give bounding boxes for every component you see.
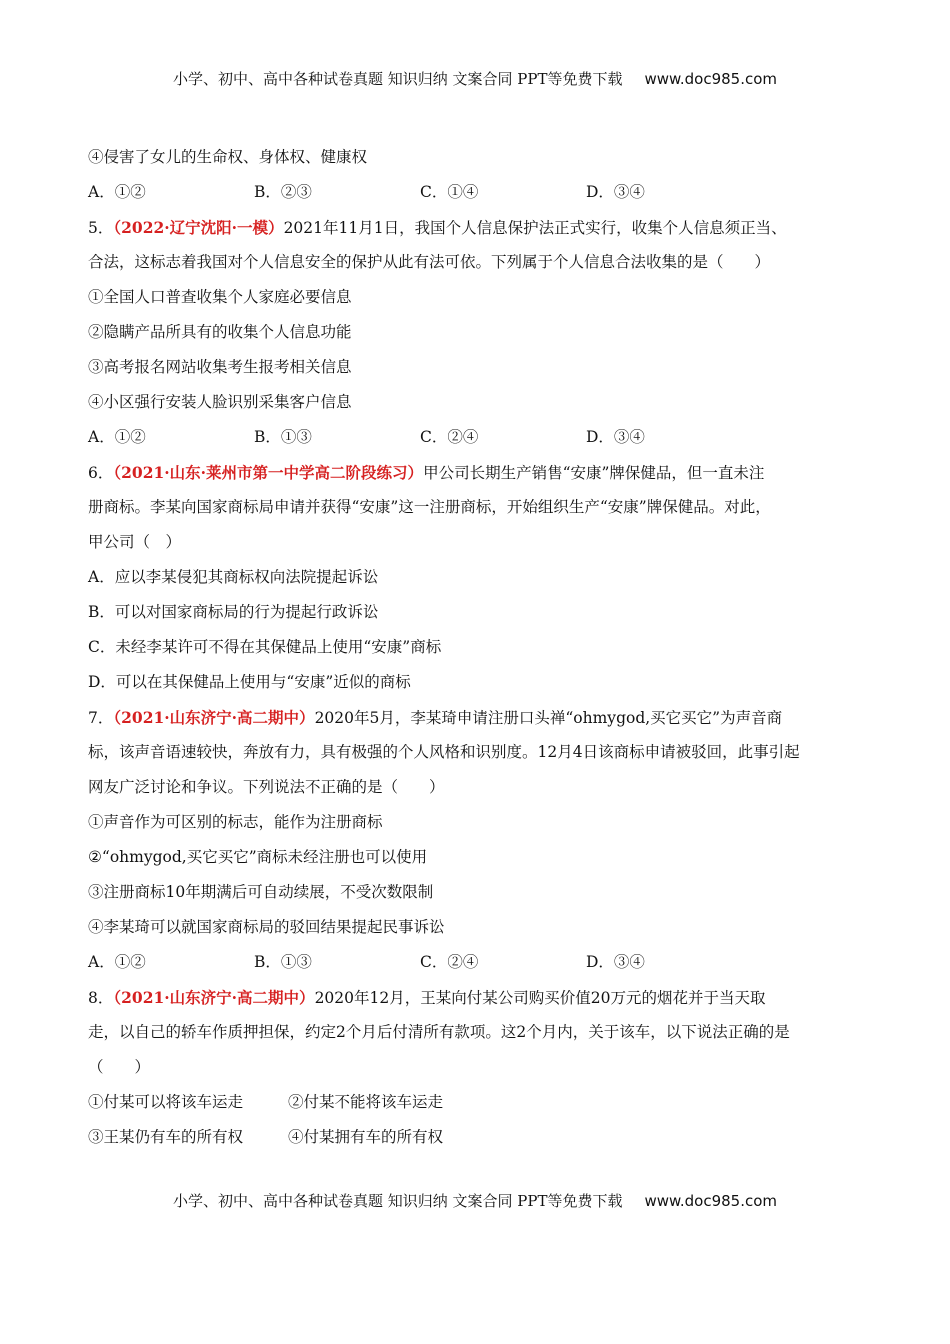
q5-stem-line-1 (88, 210, 860, 245)
q6-choice-a: A．应以李某侵犯其商标权向法院提起诉讼 (88, 568, 379, 586)
header-site: www.doc985.com (644, 70, 778, 88)
q8-statement-4: ④付某拥有车的所有权 (288, 1128, 444, 1146)
q7-option-a: A．①② (88, 953, 146, 971)
q5-statement-1: ①全国人口普查收集个人家庭必要信息 (88, 288, 352, 306)
q8-source: （2021·山东济宁·高二期中） (113, 988, 315, 1007)
footer-text: 小学、初中、高中各种试卷真题 知识归纳 文案合同 PPT等免费下载 (172, 1192, 623, 1210)
q7-statement-2: ②“ohmygod,买它买它”商标未经注册也可以使用 (88, 848, 428, 866)
q7-option-b: B．①③ (254, 953, 312, 971)
q5-number: 5． (88, 219, 114, 237)
q5-option-b: B．①③ (254, 428, 312, 446)
q5-statement-3: ③高考报名网站收集考生报考相关信息 (88, 358, 352, 376)
footer-site: www.doc985.com (644, 1192, 778, 1210)
q4-option-d: D．③④ (586, 183, 645, 201)
q8-stem-1: 2020年12月，王某向付某公司购买价值20万元的烟花并于当天取 (314, 989, 766, 1007)
q6-stem-line-1 (88, 455, 860, 490)
q8-stem-line-3: （ ） (88, 1058, 151, 1076)
q6-choice-c: C．未经李某许可不得在其保健品上使用“安康”商标 (88, 638, 442, 656)
q7-statement-3: ③注册商标10年期满后可自动续展，不受次数限制 (88, 883, 434, 901)
q4-option-b: B．②③ (254, 183, 312, 201)
q7-option-c: C．②④ (420, 953, 479, 971)
q6-number: 6． (88, 464, 114, 482)
q8-number: 8． (88, 989, 114, 1007)
q6-choice-d: D．可以在其保健品上使用与“安康”近似的商标 (88, 673, 411, 691)
q5-statement-4: ④小区强行安装人脸识别采集客户信息 (88, 393, 352, 411)
q6-stem-line-2: 册商标。李某向国家商标局申请并获得“安康”这一注册商标，开始组织生产“安康”牌保健品。对此， (88, 498, 771, 516)
q8-statement-2: ②付某不能将该车运走 (288, 1093, 444, 1111)
q7-stem-line-1 (88, 700, 860, 735)
document-body (88, 140, 860, 1155)
q5-statement-2: ②隐瞒产品所具有的收集个人信息功能 (88, 323, 352, 341)
q4-option-c: C．①④ (420, 183, 479, 201)
q8-stem-line-2: 走，以自己的轿车作质押担保，约定2个月后付清所有款项。这2个月内，关于该车，以下说法正确的是 (88, 1023, 790, 1041)
q7-statement-4: ④李某琦可以就国家商标局的驳回结果提起民事诉讼 (88, 918, 445, 936)
q5-source: （2022·辽宁沈阳·一模） (113, 218, 284, 237)
page-footer (0, 1190, 950, 1211)
q8-statement-3: ③王某仍有车的所有权 (88, 1128, 244, 1146)
q5-stem-1: 2021年11月1日，我国个人信息保护法正式实行，收集个人信息须正当、 (283, 219, 787, 237)
q4-statement-4: ④侵害了女儿的生命权、身体权、健康权 (88, 148, 368, 166)
q8-statements-row-1 (88, 1085, 860, 1120)
q8-stem-line-1 (88, 980, 860, 1015)
q5-stem-line-2: 合法，这标志着我国对个人信息安全的保护从此有法可依。下列属于个人信息合法收集的是（ ） (88, 253, 771, 271)
q5-option-a: A．①② (88, 428, 146, 446)
q4-options (88, 175, 860, 210)
q6-source: （2021·山东·莱州市第一中学高二阶段练习） (113, 463, 424, 482)
q5-option-d: D．③④ (586, 428, 645, 446)
q7-options (88, 945, 860, 980)
q7-number: 7． (88, 709, 114, 727)
q6-choice-b: B．可以对国家商标局的行为提起行政诉讼 (88, 603, 379, 621)
q7-stem-line-3: 网友广泛讨论和争议。下列说法不正确的是（ ） (88, 778, 445, 796)
q8-statement-1: ①付某可以将该车运走 (88, 1093, 244, 1111)
q6-stem-1: 甲公司长期生产销售“安康”牌保健品，但一直未注 (423, 464, 765, 482)
page-header (0, 68, 950, 89)
q7-statement-1: ①声音作为可区别的标志，能作为注册商标 (88, 813, 383, 831)
q7-source: （2021·山东济宁·高二期中） (113, 708, 315, 727)
q5-option-c: C．②④ (420, 428, 479, 446)
q5-options (88, 420, 860, 455)
header-text: 小学、初中、高中各种试卷真题 知识归纳 文案合同 PPT等免费下载 (172, 70, 623, 88)
q4-option-a: A．①② (88, 183, 146, 201)
q8-statements-row-2 (88, 1120, 860, 1155)
q7-option-d: D．③④ (586, 953, 645, 971)
q7-stem-1: 2020年5月，李某琦申请注册口头禅“ohmygod,买它买它”为声音商 (314, 709, 783, 727)
q6-stem-line-3: 甲公司（ ） (88, 533, 182, 551)
q7-stem-line-2: 标，该声音语速较快，奔放有力，具有极强的个人风格和识别度。12月4日该商标申请被驳回，此事引起 (88, 743, 800, 761)
